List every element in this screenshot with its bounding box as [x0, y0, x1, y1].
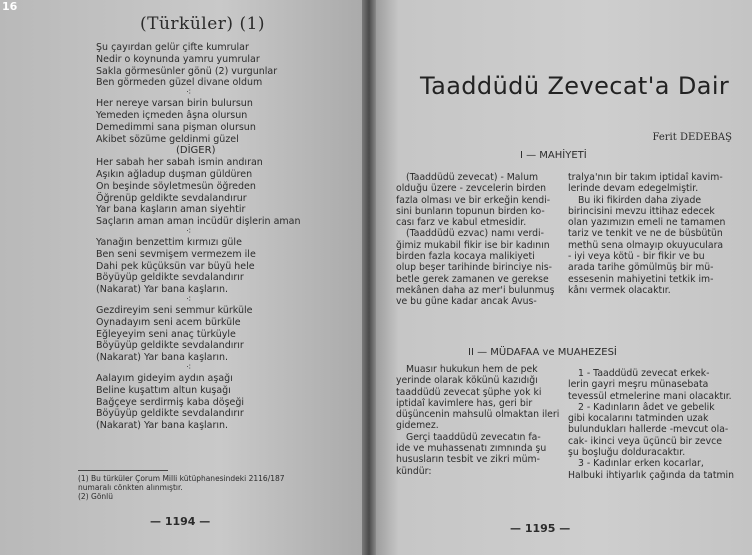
section-label: (DİGER) [176, 145, 216, 157]
text-line: arada tarihe gömülmüş bir mü- [568, 262, 714, 274]
verse-line: Dahi pek küçüksün var büyü hele [96, 260, 255, 272]
verse-line: Böyüyüp geldikte sevdalandırır [96, 272, 244, 284]
text-line: (Taaddüdü zevecat) - Malum [406, 172, 539, 183]
text-line: fazla olması ve bir erkeğin kendi- [396, 194, 551, 206]
footnote: numaralı cönkten alınmıştır. [78, 483, 183, 492]
verse-line: Aşıkın ağladup duşman güldüren [96, 168, 253, 180]
footnote-divider [78, 470, 168, 471]
text-line: iptidaî kavimlere has, geri bir [396, 397, 533, 409]
text-line: Bu iki fikirden daha ziyade [578, 194, 702, 206]
article-title: Taaddüdü Zevecat'a Dair [420, 72, 730, 100]
text-line: Gerçi taaddüdü zevecatın fa- [406, 431, 541, 443]
verse-line: Ben görmeden güzel divane oldum [96, 77, 263, 89]
text-line: ğimiz mukabil fikir ise bir kadının [396, 239, 550, 251]
column-right-top [568, 172, 725, 296]
stanza-separator: ⁖ [186, 88, 192, 99]
text-line: şu boşluğu dolduracaktır. [568, 447, 686, 459]
text-line: birden fazla kocaya malikiyeti [396, 251, 535, 263]
text-line: lerin gayri meşru münasebata [568, 379, 709, 391]
verse-line: Yar bana kaşların aman siyehtir [96, 204, 246, 216]
verse-line: Böyüyüp geldikte sevdalandırır [96, 340, 244, 352]
text-line: betle gerek zamanen ve gerekse [396, 273, 549, 285]
page-number: — 1195 — [510, 522, 571, 535]
text-line: cası farz ve kabul etmesidir. [396, 217, 527, 229]
stanza-separator: ⁖ [186, 362, 192, 373]
corner-page-number: 16 [2, 0, 18, 13]
text-line: sini bunların topunun birden ko- [396, 205, 545, 217]
footnote: (2) Gönlü [78, 492, 113, 501]
text-line: tralya'nın bir takım iptidaî kavim- [568, 172, 723, 183]
verse-line: Demedimmi sana pişman olursun [96, 121, 256, 133]
text-line: mekânen daha az mer'i bulunmuş [396, 284, 555, 296]
verse-line: Eğleyeyim seni anaç türküyle [96, 328, 236, 340]
text-line: hususların tesbit ve zikri müm- [396, 454, 540, 466]
verse-line: Her sabah her sabah ismin andıran [96, 157, 263, 169]
text-line: bulundukları hallerde -mevcut ola- [568, 424, 729, 436]
verse-line: Saçların aman aman incüdür dişlerin aman [96, 216, 301, 228]
right-page [368, 0, 752, 555]
footnote: (1) Bu türküler Çorum Milli kütüphanesindeki 2116/187 [78, 474, 285, 483]
verse-line: On beşinde söyletmesün öğreden [96, 180, 256, 192]
text-line: (Taaddüdü ezvac) namı verdi- [406, 228, 545, 240]
verse-line: (Nakarat) Yar bana kaşların. [96, 352, 229, 364]
verse-line: (Nakarat) Yar bana kaşların. [96, 420, 229, 432]
verse-line: (Nakarat) Yar bana kaşların. [96, 284, 229, 296]
article-author: Ferit DEDEBAŞ [652, 132, 732, 143]
verse-line: Nedir o koynunda yamru yumrular [96, 53, 260, 65]
text-line: ide ve muhassenatı zımnında şu [396, 443, 547, 455]
text-line: düşüncenin mahsulü olmaktan ileri [396, 409, 560, 421]
section-heading: I — MAHİYETİ [520, 150, 587, 161]
text-line: lerinde devam edegelmiştir. [568, 183, 699, 195]
verse-line: Öğrenüp geldikte sevdalandırur [96, 192, 247, 204]
verse-line: Yanağın benzettim kırmızı güle [96, 236, 242, 248]
verse-line: Her nereye varsan birin bulursun [96, 98, 253, 110]
text-line: tariz ve tenkit ve ne de büsbütün [568, 228, 723, 240]
text-line: essesenin mahiyetini tetkik im- [568, 273, 714, 285]
text-line: methü sena olmayıp okuyuculara [568, 239, 724, 251]
verse-line: Akibet sözüme geldinmi güzel [96, 133, 239, 145]
left-page [0, 0, 368, 555]
text-line: 3 - Kadınlar erken kocarlar, [578, 458, 704, 470]
poem-text [96, 42, 301, 432]
footnotes [78, 474, 285, 501]
text-line: cak- ikinci veya üçüncü bir zevce [568, 435, 722, 447]
stanza-separator: ⁖ [186, 294, 192, 305]
text-line: gidemez. [396, 420, 439, 432]
verse-line: Oynadayım seni acem bürküle [96, 316, 241, 328]
verse-line: Aalayım gideyim aydın aşağı [96, 372, 233, 384]
verse-line: Şu çayırdan gelür çifte kumrular [96, 42, 249, 53]
text-line: olup beşer tarihinde birinciye nis- [396, 262, 552, 274]
column-left-bottom [396, 364, 559, 477]
text-line: birincisini mevzu ittihaz edecek [568, 205, 715, 217]
text-line: Muasır hukukun hem de pek [406, 364, 538, 375]
column-left-top [396, 172, 554, 308]
text-line: ve bu güne kadar ancak Avus- [396, 296, 537, 308]
page-number: — 1194 — [150, 515, 211, 528]
text-line: kündür: [396, 465, 432, 477]
text-line: - iyi veya kötü - bir fikir ve bu [568, 251, 705, 263]
text-line: Halbuki ihtiyarlık çağında da tatmin [568, 469, 735, 481]
verse-line: Böyüyüp geldikte sevdalandırır [96, 408, 244, 420]
verse-line: Ben seni sevmişem vermezem ile [96, 248, 256, 260]
verse-line: Yemeden içmeden âşna olursun [96, 109, 248, 121]
verse-line: Sakla görmesünler gönü (2) vurgunlar [96, 65, 278, 77]
section-heading: II — MÜDAFAA ve MUAHEZESİ [468, 347, 617, 358]
text-line: tevessül etmelerine mani olacaktır. [568, 390, 732, 402]
text-line: yerinde olarak kökünü kazıdığı [396, 375, 538, 387]
text-line: gibi kocalarını tatminden uzak [568, 413, 709, 425]
verse-line: Gezdireyim seni semmur kürküle [96, 304, 253, 316]
text-line: olan yazımızın emeli ne tamamen [568, 217, 726, 229]
text-line: olduğu üzere - zevcelerin birden [396, 183, 547, 195]
text-line: kânı vermek olacaktır. [568, 284, 671, 296]
verse-line: Bağçeye serdirmiş kaba döşeği [96, 396, 245, 408]
verse-line: Beline kuşattım altun kuşağı [96, 384, 231, 396]
text-line: 2 - Kadınların âdet ve gebelik [578, 401, 715, 413]
text-line: taaddüdü zevecat şüphe yok ki [396, 386, 542, 398]
page-title: (Türküler) (1) [140, 14, 266, 34]
column-right-bottom [568, 368, 734, 481]
stanza-separator: ⁖ [186, 226, 192, 237]
book-gutter [362, 0, 376, 555]
text-line: 1 - Taaddüdü zevecat erkek- [578, 368, 710, 379]
